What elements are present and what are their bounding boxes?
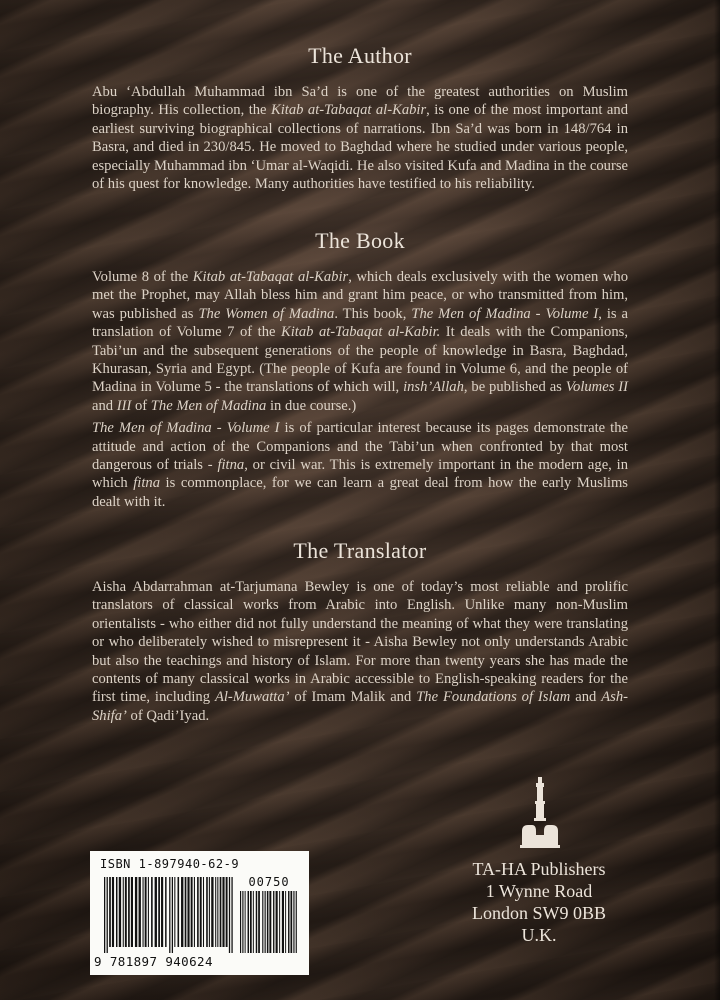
barcode-bar	[209, 877, 210, 947]
barcode-bar	[107, 877, 108, 953]
publisher-country: U.K.	[521, 925, 557, 945]
barcode-bar	[148, 877, 149, 947]
barcode-bar	[229, 877, 230, 953]
barcode-bar	[231, 877, 232, 953]
section-author	[92, 43, 628, 193]
ean-digits: 9 781897 940624	[94, 954, 213, 969]
book-text: Volume 8 of the	[92, 269, 193, 285]
book-text: It deals with the Companions, Tabi’un and the subsequent generations of the people of knowledge in Basra, Baghdad, Khurasan, Syria and Egypt. (The people of Kufa are found in Volume 6, and the people of Madina in Volume 5 - the translations of which will,	[92, 324, 628, 396]
barcode-bar	[191, 877, 193, 947]
publisher-city: London SW9 0BB	[471, 903, 606, 923]
barcode-bar	[125, 877, 127, 947]
ean-barcode	[104, 877, 234, 953]
book-italic: The Men of Madina - Volume I	[92, 420, 280, 437]
barcode-bar	[245, 891, 246, 953]
barcode-bar	[172, 877, 173, 953]
book-italic: The Men of Madina	[150, 397, 267, 414]
isbn-number: ISBN 1-897940-62-9	[100, 857, 240, 871]
barcode-bar	[185, 877, 187, 947]
barcode-bar	[222, 877, 224, 947]
barcode-bar	[240, 891, 241, 953]
barcode-bar	[253, 891, 254, 953]
barcode-bar	[226, 877, 228, 947]
barcode-bar	[151, 877, 153, 947]
barcode-bar	[165, 877, 167, 947]
barcode-bar	[200, 877, 202, 947]
book-text: is of particular interest because its pages demonstrate the attitude and action of the Companions and the Tabi’un when confronted by that most dangerous of trials -	[92, 420, 628, 474]
barcode-bar	[203, 877, 204, 947]
translator-italic: Ash-Shifa’	[92, 689, 629, 724]
barcode-bar	[288, 891, 289, 953]
translator-text: and	[570, 689, 602, 706]
section-translator	[92, 538, 628, 725]
barcode-bar	[181, 877, 183, 947]
barcode-bar	[161, 877, 163, 947]
barcode-bar	[145, 877, 147, 947]
book-italic: Kitab at-Tabaqat al-Kabir	[192, 269, 349, 285]
book-paragraph-2	[92, 419, 628, 511]
barcode-bar	[296, 891, 297, 953]
heading-book: The Book	[315, 228, 405, 253]
barcode-bar	[187, 877, 189, 947]
book-italic: The Women of Madina	[198, 305, 335, 322]
barcode-bar	[279, 891, 280, 953]
translator-paragraph	[92, 578, 628, 725]
book-text: . This book,	[334, 305, 412, 322]
publisher-street: 1 Wynne Road	[485, 881, 593, 901]
barcode-bar	[194, 877, 195, 947]
price-addon-digits: 00750	[248, 875, 290, 889]
barcode-bar	[206, 877, 208, 947]
barcode-bar	[197, 877, 199, 947]
barcode-bar	[217, 877, 218, 947]
barcode-bar	[116, 877, 118, 947]
barcode-bar	[242, 891, 243, 953]
heading-author: The Author	[308, 43, 412, 68]
barcode-bar	[285, 891, 286, 953]
barcode-bar	[139, 877, 141, 947]
barcode-bar	[273, 891, 274, 953]
book-italic: Volumes II	[565, 379, 628, 396]
barcode-bar	[258, 891, 260, 953]
author-paragraph	[92, 83, 628, 193]
book-italic: fitna	[217, 457, 245, 474]
barcode-bar	[135, 877, 137, 947]
barcode-bar	[119, 877, 121, 947]
book-italic: Kitab at-Tabaqat al-Kabir.	[281, 324, 441, 341]
book-italic: The Men of Madina - Volume I	[411, 305, 599, 322]
translator-text: of Qadi’Iyad.	[126, 707, 210, 724]
author-text: Abu ‘Abdullah Muhammad ibn Sa’d is one of the greatest authorities on Muslim biography. His collection, the	[92, 84, 628, 119]
addon-barcode	[240, 891, 298, 953]
barcode-bar	[109, 877, 111, 947]
barcode-bar	[112, 877, 114, 947]
barcode-bar	[290, 891, 292, 953]
book-italic: fitna	[133, 475, 160, 492]
barcode-bar	[158, 877, 160, 947]
heading-translator: The Translator	[293, 538, 427, 563]
barcode-bar	[211, 877, 213, 947]
barcode-bar	[220, 877, 222, 947]
translator-text: Aisha Abdarrahman at-Tarjumana Bewley is one of today’s most reliable and prolific translators of classical works from Arabic into English. Unlike many non-Muslim orientalists - who either did not fully understand the meaning of what they were translating or who deliberately wished to misrepresent it - Aisha Bewley not only understands Arabic but also the teachings and history of Islam. For more than twenty years she has made the contents of many classical works in Arabic accessible to English-speaking readers for the first time, including	[92, 579, 628, 706]
barcode-bar	[248, 891, 249, 953]
publisher-name: TA-HA Publishers	[472, 859, 606, 879]
barcode-bar	[269, 891, 271, 953]
barcode-bar	[250, 891, 252, 953]
book-text: and	[92, 397, 117, 414]
barcode-bar	[128, 877, 130, 947]
barcode-bar	[256, 891, 257, 953]
book-text: of	[131, 397, 151, 414]
publisher-logo-icon	[518, 775, 562, 851]
barcode-label	[90, 851, 309, 975]
book-text: in due course.)	[266, 397, 357, 414]
barcode-bar	[178, 877, 180, 947]
barcode-bar	[215, 877, 216, 947]
book-text: , or civil war. This is extremely important in the modern age, in which	[92, 457, 628, 492]
book-text: , is a translation of Volume 7 of the	[92, 305, 628, 341]
barcode-bar	[123, 877, 124, 947]
barcode-bar	[155, 877, 157, 947]
barcode-bar	[282, 891, 284, 953]
barcode-bar	[174, 877, 175, 947]
barcode-bar	[169, 877, 170, 953]
book-text: , be published as	[463, 379, 566, 396]
translator-text: of Imam Malik and	[289, 689, 417, 706]
barcode-bar	[104, 877, 105, 953]
barcode-bar	[293, 891, 294, 953]
author-text: , is one of the most important and earliest surviving biographical collections of narrations. Ibn Sa’d was born in 148/764 in Basra, and died in 230/845. He moved to Baghdad where he studied under various people, especially Muhammad ibn ‘Umar al-Waqidi. He also visited Kufa and Madina in the course of his quest for knowledge. Many authorities have testified to his reliability.	[92, 102, 628, 193]
publisher-address	[444, 858, 634, 946]
barcode-bar	[267, 891, 269, 953]
barcode-bar	[265, 891, 266, 953]
barcode-bar	[131, 877, 133, 947]
barcode-bar	[143, 877, 144, 947]
section-book	[92, 228, 628, 511]
translator-italic: Al-Muwatta’	[214, 689, 290, 706]
book-edge-shadow	[714, 0, 720, 1000]
translator-italic: The Foundations of Islam	[416, 689, 571, 706]
author-title-italic: Kitab at-Tabaqat al-Kabir	[271, 102, 427, 119]
book-text: , which deals exclusively with the women who met the Prophet, may Allah bless him and grant him peace, or who transmitted from him, was published as	[92, 269, 628, 322]
book-italic: insh’Allah	[403, 379, 464, 396]
barcode-bar	[262, 891, 263, 953]
book-text: is commonplace, for we can learn a great deal from how the early Muslims dealt with it.	[92, 475, 628, 510]
book-paragraph-1	[92, 268, 628, 415]
book-italic: III	[116, 397, 132, 414]
barcode-bar	[276, 891, 278, 953]
